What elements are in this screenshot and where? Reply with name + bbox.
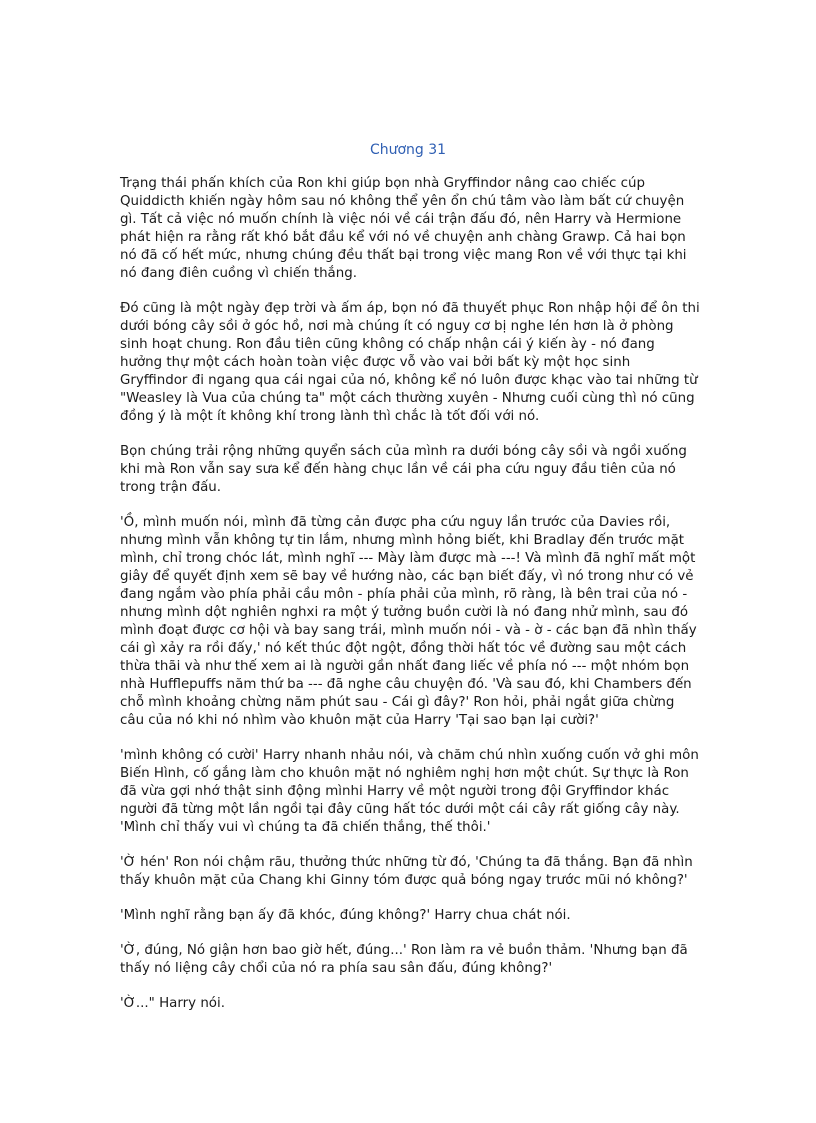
paragraph: Đó cũng là một ngày đẹp trời và ấm áp, bọn nó đã thuyết phục Ron nhập hội để ôn thi dưới bóng cây sồi ở góc hồ, nơi mà chúng ít có nguy cơ bị nghe lén hơn là ở phòng sinh hoạt chung. Ron đầu tiên cũng không có chấp nhận cái ý kiến ày - nó đang hưởng thự một cách hoàn toàn việc được vỗ vào vai bởi bất kỳ một học sinh Gryffindor đi ngang qua cái ngai của nó, không kể nó luôn được khạc vào tai những từ "Weasley là Vua của chúng ta" một cách thường xuyên - Nhưng cuối cùng thì nó cũng đồng ý là một ít không khí trong lành thì chắc là tốt đối với nó. [120, 301, 700, 424]
paragraph: 'Ờ hén' Ron nói chậm rãu, thưởng thức những từ đó, 'Chúng ta đã thắng. Bạn đã nhìn thấy khuôn mặt của Chang khi Ginny tóm được quả bóng ngay trước mũi nó không?' [120, 855, 693, 888]
paragraph: Bọn chúng trải rộng những quyển sách của mình ra dưới bóng cây sồi và ngồi xuống khi mà Ron vẫn say sưa kể đến hàng chục lần về cái pha cứu nguy đầu tiên của nó trong trận đấu. [120, 444, 687, 495]
paragraph: 'Ờ, đúng, Nó giận hơn bao giờ hết, đúng...' Ron làm ra vẻ buồn thảm. 'Nhưng bạn đã thấy nó liệng cây chổi của nó ra phía sau sân đấu, đúng không?' [120, 943, 688, 976]
paragraph: 'Ờ..." Harry nói. [120, 996, 225, 1011]
paragraph: 'mình không có cười' Harry nhanh nhảu nói, và chăm chú nhìn xuống cuốn vở ghi môn Biến Hình, cố gắng làm cho khuôn mặt nó nghiêm nghị hơn một chút. Sự thực là Ron đã vừa gợi nhớ thật sinh động mìnhi Harry về một người trong đội Gryffindor khác người đã từng một lần ngồi tại đây cũng hất tóc dưới một cái cây rất giống cây này. 'Mình chỉ thấy vui vì chúng ta đã chiến thắng, thế thôi.' [120, 748, 699, 835]
chapter-body [120, 175, 700, 1030]
chapter-title: Chương 31 [369, 142, 447, 158]
paragraph: 'Ồ, mình muốn nói, mình đã từng cản được pha cứu nguy lần trước của Davies rồi, nhưng mình vẫn không tự tin lắm, nhưng mình hỏng biết, khi Bradlay đến trước mặt mình, chỉ trong chóc lát, mình nghĩ --- Mày làm được mà ---! Và mình đã nghĩ mất một giây để quyết định xem sẽ bay về hướng nào, các bạn biết đấy, vì nó trong như có vẻ đang ngắm vào phía phải cầu môn - phía phải của mình, rõ ràng, là bên trai của nó - nhưng mình dột nghiên nghxi ra một ý tưởng buồn cười là nó đang nhử mình, sau đó mình đoạt được cơ hội và bay sang trái, mình muốn nói - và - ờ - các bạn đã nhìn thấy cái gì xảy ra rồi đấy,' nó kết thúc đột ngột, đồng thời hất tóc về đường sau một cách thừa thãi và như thế xem ai là người gần nhất đang liếc về phía nó --- một nhóm bọn nhà Hufflepuffs năm thứ ba --- đã nghe câu chuyện đó. 'Và sau đó, khi Chambers đến chỗ mình khoảng chừng năm phút sau - Cái gì đây?' Ron hỏi, phải ngắt giữa chừng câu của nó khi nó nhìm vào khuôn mặt của Harry 'Tại sao bạn lại cười?' [120, 515, 697, 728]
paragraph: 'Mình nghĩ rằng bạn ấy đã khóc, đúng không?' Harry chua chát nói. [120, 908, 571, 923]
paragraph: Trạng thái phấn khích của Ron khi giúp bọn nhà Gryffindor nâng cao chiếc cúp Quiddicth khiến ngày hôm sau nó không thể yên ổn chú tâm vào làm bất cứ chuyện gì. Tất cả việc nó muốn chính là việc nói về cái trận đấu đó, nên Harry và Hermione phát hiện ra rằng rất khó bắt đầu kể với nó về chuyện anh chàng Grawp. Cả hai bọn nó đã cố hết mức, nhưng chúng đều thất bại trong việc mang Ron về với thực tại khi nó đang điên cuồng vì chiến thắng. [120, 176, 687, 281]
